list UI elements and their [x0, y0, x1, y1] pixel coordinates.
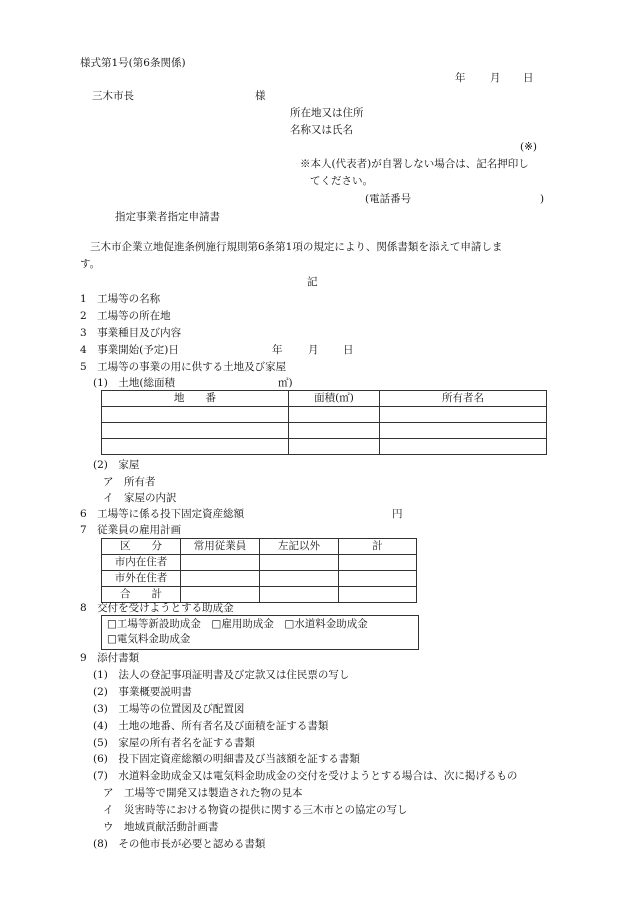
address-label: 所在地又は住所	[290, 107, 364, 119]
land-table	[101, 390, 547, 455]
total-cell[interactable]	[339, 555, 417, 571]
document-title: 指定事業者指定申請書	[115, 211, 220, 223]
total-cell[interactable]	[339, 571, 417, 587]
land-area-cell[interactable]	[289, 423, 380, 439]
signature-note-cont: てください。	[310, 175, 373, 187]
form-number: 様式第1号(第6条関係)	[80, 57, 186, 69]
item-6-unit: 円	[392, 508, 403, 520]
date-year: 年	[455, 72, 466, 84]
item-2: 2 工場等の所在地	[80, 310, 171, 322]
item-5-2-a: ア 所有者	[103, 476, 156, 488]
attachment-item: (2) 事業概要説明書	[93, 686, 192, 698]
attachment-item: (6) 投下固定資産総額の明細書及び当該額を証する書類	[93, 753, 360, 765]
table-row	[102, 571, 417, 587]
item-5-1-unit: ㎡)	[278, 377, 293, 389]
subsidy-options[interactable]: □工場等新設助成金 □雇用助成金 □水道料金助成金	[107, 618, 368, 630]
row-label: 市内在住者	[102, 555, 181, 571]
signature-note: ※本人(代表者)が自署しない場合は、記名押印し	[300, 158, 529, 170]
table-header-row	[102, 539, 417, 555]
attachment-subitem: ウ 地域貢献活動計画書	[103, 821, 219, 833]
item-1: 1 工場等の名称	[80, 293, 161, 305]
item-8: 8 交付を受けようとする助成金	[80, 602, 234, 614]
header-other: 左記以外	[260, 539, 339, 555]
header-total: 計	[339, 539, 417, 555]
item-3: 3 事業種目及び内容	[80, 327, 182, 339]
attachment-item: (3) 工場等の位置図及び配置図	[93, 703, 245, 715]
attachment-item: (7) 水道料金助成金又は電気料金助成金の交付を受けようとする場合は、次に掲げるもの	[93, 770, 518, 782]
header-owner: 所有者名	[380, 391, 547, 407]
attachment-item: (4) 土地の地番、所有者名及び面積を証する書類	[93, 720, 329, 732]
row-label: 合 計	[102, 587, 181, 603]
item-7: 7 従業員の雇用計画	[80, 524, 182, 536]
recipient: 三木市長	[92, 90, 134, 102]
date-month: 月	[490, 72, 501, 84]
ki-mark: 記	[307, 276, 318, 288]
other-cell[interactable]	[260, 587, 339, 603]
attachment-item: (8) その他市長が必要と認める書類	[93, 838, 266, 850]
attachment-subitem: イ 災害時等における物資の提供に関する三木市との協定の写し	[103, 804, 408, 816]
name-label: 名称又は氏名	[290, 124, 353, 136]
phone-label: (電話番号	[365, 193, 412, 205]
item-5-2-i: イ 家屋の内訳	[103, 492, 177, 504]
item-4: 4 事業開始(予定)日	[80, 344, 179, 356]
phone-close: )	[540, 193, 545, 205]
land-area-cell[interactable]	[289, 439, 380, 455]
item-4-year: 年	[272, 344, 283, 356]
regular-cell[interactable]	[181, 571, 260, 587]
item-5-1: (1) 土地(総面積	[93, 377, 175, 389]
attachment-item: (1) 法人の登記事項証明書及び定款又は住民票の写し	[93, 669, 350, 681]
regular-cell[interactable]	[181, 587, 260, 603]
land-lot-cell[interactable]	[102, 423, 289, 439]
table-header-row	[102, 391, 547, 407]
item-4-day: 日	[343, 344, 354, 356]
land-owner-cell[interactable]	[380, 407, 547, 423]
item-5-2: (2) 家屋	[93, 459, 140, 471]
honorific: 様	[255, 90, 266, 102]
date-day: 日	[523, 72, 534, 84]
other-cell[interactable]	[260, 555, 339, 571]
intro-text-cont: す。	[80, 258, 101, 270]
employment-table	[101, 538, 417, 603]
attachment-item: (5) 家屋の所有者名を証する書類	[93, 737, 255, 749]
land-owner-cell[interactable]	[380, 423, 547, 439]
table-row	[102, 407, 547, 423]
other-cell[interactable]	[260, 571, 339, 587]
intro-text: 三木市企業立地促進条例施行規則第6条第1項の規定により、関係書類を添えて申請しま	[90, 241, 503, 253]
item-4-month: 月	[308, 344, 319, 356]
item-5: 5 工場等の事業の用に供する土地及び家屋	[80, 361, 287, 373]
table-row	[102, 423, 547, 439]
land-lot-cell[interactable]	[102, 439, 289, 455]
regular-cell[interactable]	[181, 555, 260, 571]
header-category: 区 分	[102, 539, 181, 555]
attachment-subitem: ア 工場等で開発又は製造された物の見本	[103, 787, 303, 799]
subsidy-options-cont[interactable]: □電気料金助成金	[107, 633, 191, 645]
item-9: 9 添付書類	[80, 652, 140, 664]
total-cell[interactable]	[339, 587, 417, 603]
land-owner-cell[interactable]	[380, 439, 547, 455]
table-row	[102, 555, 417, 571]
table-row	[102, 587, 417, 603]
land-lot-cell[interactable]	[102, 407, 289, 423]
header-lot-number: 地 番	[102, 391, 289, 407]
land-area-cell[interactable]	[289, 407, 380, 423]
header-area: 面積(㎡)	[289, 391, 380, 407]
seal-mark: (※)	[520, 141, 537, 153]
table-row	[102, 439, 547, 455]
item-6: 6 工場等に係る投下固定資産総額	[80, 508, 245, 520]
row-label: 市外在住者	[102, 571, 181, 587]
header-regular: 常用従業員	[181, 539, 260, 555]
